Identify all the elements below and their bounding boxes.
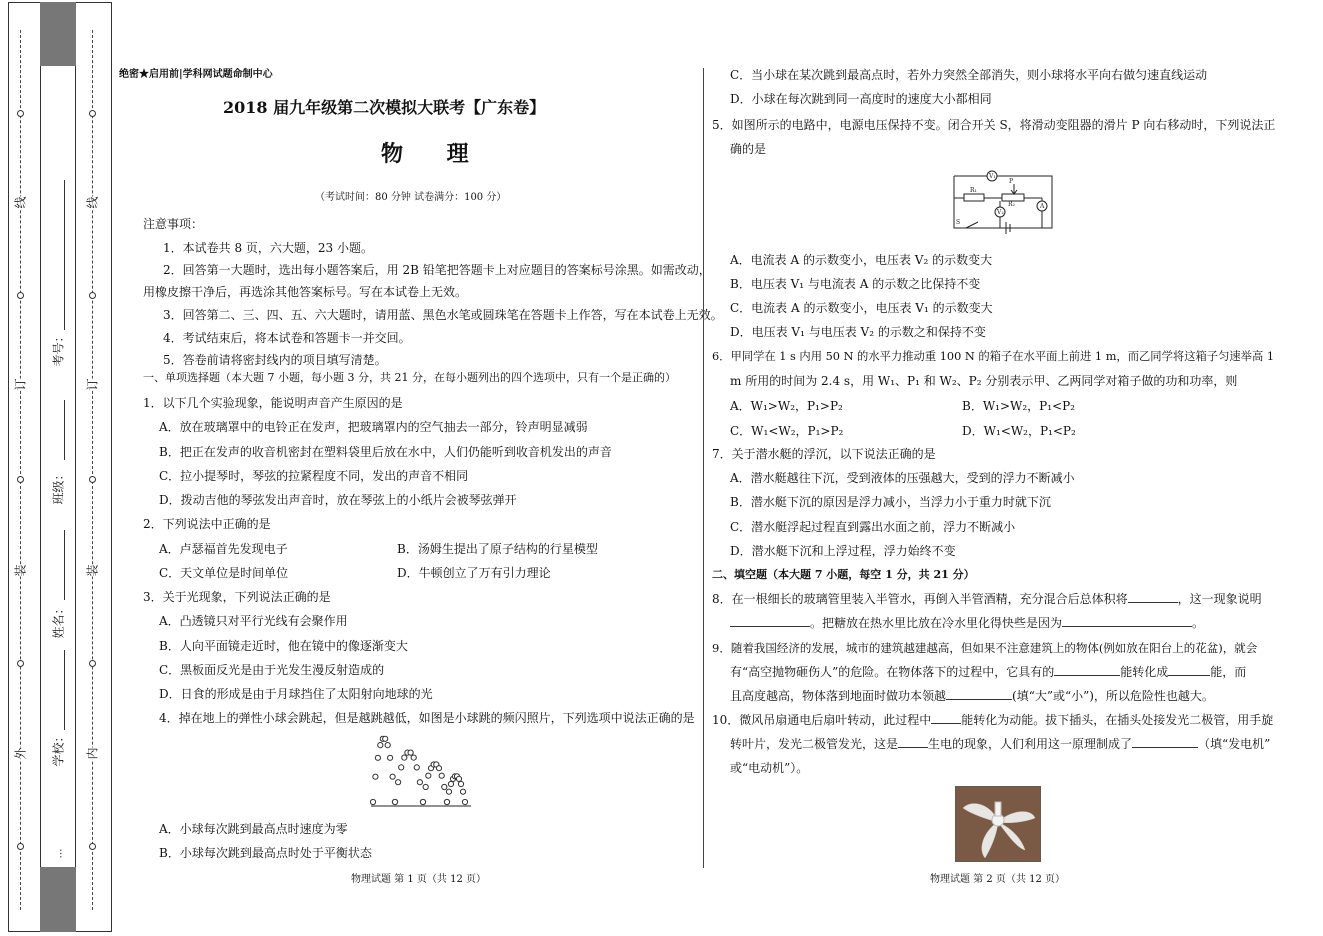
ball-image: [383, 736, 388, 741]
q8-blank-1[interactable]: [1128, 588, 1178, 603]
q6-stem-line1: 6．甲同学在 1 s 内用 50 N 的水平力推动重 100 N 的箱子在水平面上前进 1 m，而乙同学将这箱子匀速举高 1: [712, 350, 1275, 363]
seal-circle: [17, 843, 24, 850]
ball-image: [444, 799, 449, 804]
q2-stem: 2．下列说法中正确的是: [143, 517, 271, 531]
circuit-label-r1: R₁: [970, 187, 977, 194]
q8-text: 。: [1192, 616, 1205, 630]
q4-option-d: D．小球在每次跳到同一高度时的速度大小都相同: [730, 92, 992, 106]
circuit-diagram: [948, 168, 1058, 234]
q7-option-a: A．潜水艇越往下沉，受到液体的压强越大，受到的浮力不断减小: [730, 471, 1075, 485]
q9-blank-2[interactable]: [1168, 661, 1210, 676]
seal-circle: [17, 110, 24, 117]
subject-title: 物 理: [381, 141, 487, 167]
binding-gray-top: [40, 2, 76, 66]
q8-line2: [730, 611, 1204, 635]
note-item: 3．回答第二、三、四、五、六大题时，请用蓝、黑色水笔或圆珠笔在答题卡上作答，写在本试卷上无效。: [163, 308, 723, 322]
binding-ellipsis: …: [53, 848, 65, 859]
outer-seal-line: [20, 30, 21, 910]
q9-line1: 9．随着我国经济的发展，城市的建筑越建越高，但如果不注意建筑上的物体(例如放在阳台上的花盆)，就会: [712, 641, 1258, 655]
ball-image: [436, 766, 441, 771]
ball-image: [385, 743, 390, 748]
circuit-label-a: A: [1040, 203, 1045, 210]
q7-stem: 7．关于潜水艇的浮沉，以下说法正确的是: [712, 447, 936, 461]
page-1-footer: 物理试题 第 1 页（共 12 页）: [351, 874, 486, 885]
ball-image: [426, 773, 431, 778]
note-item: 1．本试卷共 8 页，六大题，23 小题。: [163, 241, 373, 255]
q1-option-d: D．拨动吉他的琴弦发出声音时，放在琴弦上的小纸片会被琴弦弹开: [159, 493, 517, 507]
ball-image: [414, 765, 419, 770]
q9-text: 且高度越高，物体落到地面时做功本领越: [730, 689, 947, 703]
seal-circle: [17, 476, 24, 483]
q2-option-c: C．天文单位是时间单位: [159, 566, 289, 580]
q4-option-b: B．小球每次跳到最高点时处于平衡状态: [159, 846, 372, 860]
q1-option-a: A．放在玻璃罩中的电铃正在发声，把玻璃罩内的空气抽去一部分，铃声明显减弱: [159, 420, 588, 434]
q8-blank-2[interactable]: [730, 612, 810, 627]
ball-image: [446, 789, 451, 794]
exam-no-label: 考号：: [51, 330, 66, 367]
q8-text: 8．在一根细长的玻璃管里装入半管水，再倒入半管酒精，充分混合后总体积将: [712, 592, 1128, 606]
q9-text: 有“高空抛物砸伤人”的危险。在物体落下的过程中，它具有的: [730, 665, 1055, 679]
seal-circle: [89, 476, 96, 483]
circuit-label-s: S: [956, 219, 961, 226]
ball-image: [411, 755, 416, 760]
q5-option-b: B．电压表 V₁ 与电流表 A 的示数之比保持不变: [730, 277, 981, 291]
ball-image: [442, 784, 447, 789]
q7-option-d: D．潜水艇下沉和上浮过程，浮力始终不变: [730, 544, 956, 558]
ball-image: [423, 784, 428, 789]
ball-image: [388, 755, 393, 760]
section1-heading: 一、单项选择题（本大题 7 小题，每小题 3 分，共 21 分，在每小题列出的四个选项中，只有一个是正确的）: [143, 371, 676, 384]
circuit-loop: [954, 176, 1052, 228]
school-field[interactable]: [64, 650, 65, 730]
q9-text: 能转化成: [1120, 665, 1169, 679]
q6-option-b: B．W₁>W₂，P₁<P₂: [962, 399, 1075, 413]
circuit-label-v1: V₁: [989, 173, 996, 180]
ball-image: [392, 799, 397, 804]
q5-stem-line2: 确的是: [730, 142, 767, 156]
seal-char-zhuang-inner: 装: [85, 564, 100, 577]
q5-option-a: A．电流表 A 的示数变小，电压表 V₂ 的示数变大: [730, 253, 993, 267]
fan-photo: [955, 786, 1041, 862]
circuit-label-p: P: [1009, 178, 1014, 185]
q10-text: 能转化为动能。拔下插头，在插头处接发光二极管，用手旋: [961, 713, 1274, 727]
bouncing-ball-figure: [365, 734, 475, 810]
q10-line2: [730, 732, 1270, 756]
q4-option-c: C．当小球在某次跳到最高点时，若外力突然全部消失，则小球将水平向右做匀速直线运动: [730, 68, 1208, 82]
exam-no-field[interactable]: [64, 180, 65, 330]
q2-option-d: D．牛顿创立了万有引力理论: [397, 566, 551, 580]
q2-option-a: A．卢瑟福首先发现电子: [159, 542, 288, 556]
seal-char-line-outer: 线: [13, 196, 28, 209]
q10-blank-3[interactable]: [1132, 733, 1198, 748]
q9-blank-3[interactable]: [946, 685, 1012, 700]
q1-option-c: C．拉小提琴时，琴弦的拉紧程度不同，发出的声音不相同: [159, 469, 469, 483]
ball-image: [456, 776, 461, 781]
q2-option-b: B．汤姆生提出了原子结构的行星模型: [397, 542, 598, 556]
q10-blank-2[interactable]: [898, 733, 928, 748]
q9-blank-1[interactable]: [1054, 661, 1120, 676]
class-label: 班级：: [51, 468, 66, 505]
ball-image: [378, 743, 383, 748]
inner-seal-line: [92, 30, 93, 910]
q9-line2: [730, 660, 1246, 684]
notes-heading: 注意事项：: [143, 217, 204, 231]
q10-blank-1[interactable]: [931, 709, 961, 724]
secret-label: 绝密★启用前|学科网试题命制中心: [119, 69, 273, 80]
ball-image: [448, 781, 453, 786]
q6-stem-line2: m 所用的时间为 2.4 s，用 W₁、P₁ 和 W₂、P₂ 分别表示甲、乙两同学对箱子做的功和功率，则: [730, 374, 1238, 388]
fan-handle: [995, 802, 1001, 816]
q1-stem: 1．以下几个实验现象，能说明声音产生原因的是: [143, 396, 403, 410]
seal-circle: [89, 292, 96, 299]
binding-gray-bottom: [40, 867, 76, 932]
seal-circle: [17, 292, 24, 299]
note-item: 用橡皮擦干净后，再选涂其他答案标号。写在本试卷上无效。: [143, 285, 468, 299]
seal-circle: [89, 660, 96, 667]
page-divider: [703, 68, 704, 868]
q9-line3: [730, 684, 1214, 708]
q5-option-c: C．电流表 A 的示数变小，电压表 V₁ 的示数变大: [730, 301, 993, 315]
q10-text: （填“发电机”: [1198, 737, 1271, 751]
q9-text: (填“大”或“小”)，所以危险性也越大。: [1012, 689, 1214, 703]
q3-option-c: C．黑板面反光是由于光发生漫反射造成的: [159, 663, 385, 677]
seal-char-ding-inner: 订: [85, 378, 100, 391]
ball-image: [399, 765, 404, 770]
seal-char-line-inner: 线: [85, 196, 100, 209]
ball-image: [396, 780, 401, 785]
ball-image: [460, 789, 465, 794]
q3-option-b: B．人向平面镜走近时，他在镜中的像逐渐变大: [159, 639, 408, 653]
q6-option-d: D．W₁<W₂，P₁<P₂: [962, 424, 1076, 438]
seal-circle: [89, 110, 96, 117]
circuit-label-v2: V₂: [997, 209, 1004, 216]
ball-image: [373, 774, 378, 779]
seal-char-zhuang-outer: 装: [13, 564, 28, 577]
seal-char-nei: 内: [85, 747, 100, 760]
ball-image: [420, 799, 425, 804]
seal-char-wai: 外: [13, 747, 28, 760]
q6-option-c: C．W₁<W₂，P₁>P₂: [730, 424, 844, 438]
name-label: 姓名：: [51, 602, 66, 639]
switch-s: [966, 222, 978, 228]
q8-text: ，这一现象说明: [1177, 592, 1262, 606]
q7-option-b: B．潜水艇下沉的原因是浮力减小，当浮力小于重力时就下沉: [730, 495, 1051, 509]
ball-image: [375, 755, 380, 760]
q8-blank-3[interactable]: [1062, 612, 1192, 627]
ball-image: [370, 799, 375, 804]
q4-option-a: A．小球每次跳到最高点时速度为零: [159, 822, 348, 836]
exam-title: 2018 届九年级第二次模拟大联考【广东卷】: [223, 98, 546, 117]
resistor-r1: [964, 194, 984, 201]
q3-option-d: D．日食的形成是由于月球挡住了太阳射向地球的光: [159, 687, 433, 701]
q8-line1: [712, 587, 1262, 611]
q4-stem: 4．掉在地上的弹性小球会跳起，但是越跳越低，如图是小球跳的频闪照片，下列选项中说法正确的是: [159, 711, 695, 725]
q5-option-d: D．电压表 V₁ 与电压表 V₂ 的示数之和保持不变: [730, 325, 986, 339]
q10-text: 转叶片，发光二极管发光，这是: [730, 737, 899, 751]
note-item: 2．回答第一大题时，选出每小题答案后，用 2B 铅笔把答题卡上对应题目的答案标号涂黑。如需改动，: [163, 263, 711, 277]
q1-option-b: B．把正在发声的收音机密封在塑料袋里后放在水中，人们仍能听到收音机发出的声音: [159, 445, 612, 459]
note-item: 5．答卷前请将密封线内的项目填写清楚。: [163, 353, 387, 367]
exam-info: （考试时间：80 分钟 试卷满分：100 分）: [315, 192, 507, 203]
q6-option-a: A．W₁>W₂，P₁>P₂: [730, 399, 843, 413]
ball-image: [439, 773, 444, 778]
q7-option-c: C．潜水艇浮起过程直到露出水面之前，浮力不断减小: [730, 520, 1016, 534]
ball-image: [417, 780, 422, 785]
class-field[interactable]: [64, 400, 65, 460]
q9-text: 能，而: [1210, 665, 1247, 679]
ball-image: [462, 799, 467, 804]
q10-text: 10．微风吊扇通电后扇叶转动，此过程中: [712, 713, 932, 727]
seal-char-ding-outer: 订: [13, 378, 28, 391]
q5-stem-line1: 5．如图所示的电路中，电源电压保持不变。闭合开关 S，将滑动变阻器的滑片 P 向右移动时，下列说法正: [712, 118, 1276, 132]
ball-image: [458, 781, 463, 786]
q10-line1: [712, 708, 1273, 732]
q10-text: 生电的现象，人们利用这一原理制成了: [928, 737, 1133, 751]
seal-circle: [89, 843, 96, 850]
resistor-r2: [1002, 194, 1024, 201]
ball-image: [402, 755, 407, 760]
section2-heading: 二、填空题（本大题 7 小题，每空 1 分，共 21 分）: [712, 568, 975, 581]
binding-margin: [0, 0, 112, 936]
q3-option-a: A．凸透镜只对平行光线有会聚作用: [159, 614, 348, 628]
school-label: 学校：: [51, 730, 66, 767]
name-field[interactable]: [64, 530, 65, 600]
q3-stem: 3．关于光现象，下列说法正确的是: [143, 590, 331, 604]
note-item: 4．考试结束后，将本试卷和答题卡一并交回。: [163, 331, 411, 345]
circuit-label-r2: R₂: [1008, 201, 1015, 208]
q8-text: 。把糖放在热水里比放在冷水里化得快些是因为: [810, 616, 1063, 630]
ball-image: [408, 750, 413, 755]
q10-line3: 或“电动机”）。: [730, 761, 809, 775]
ball-image: [390, 774, 395, 779]
seal-circle: [17, 660, 24, 667]
page-2-footer: 物理试题 第 2 页（共 12 页）: [930, 874, 1065, 885]
